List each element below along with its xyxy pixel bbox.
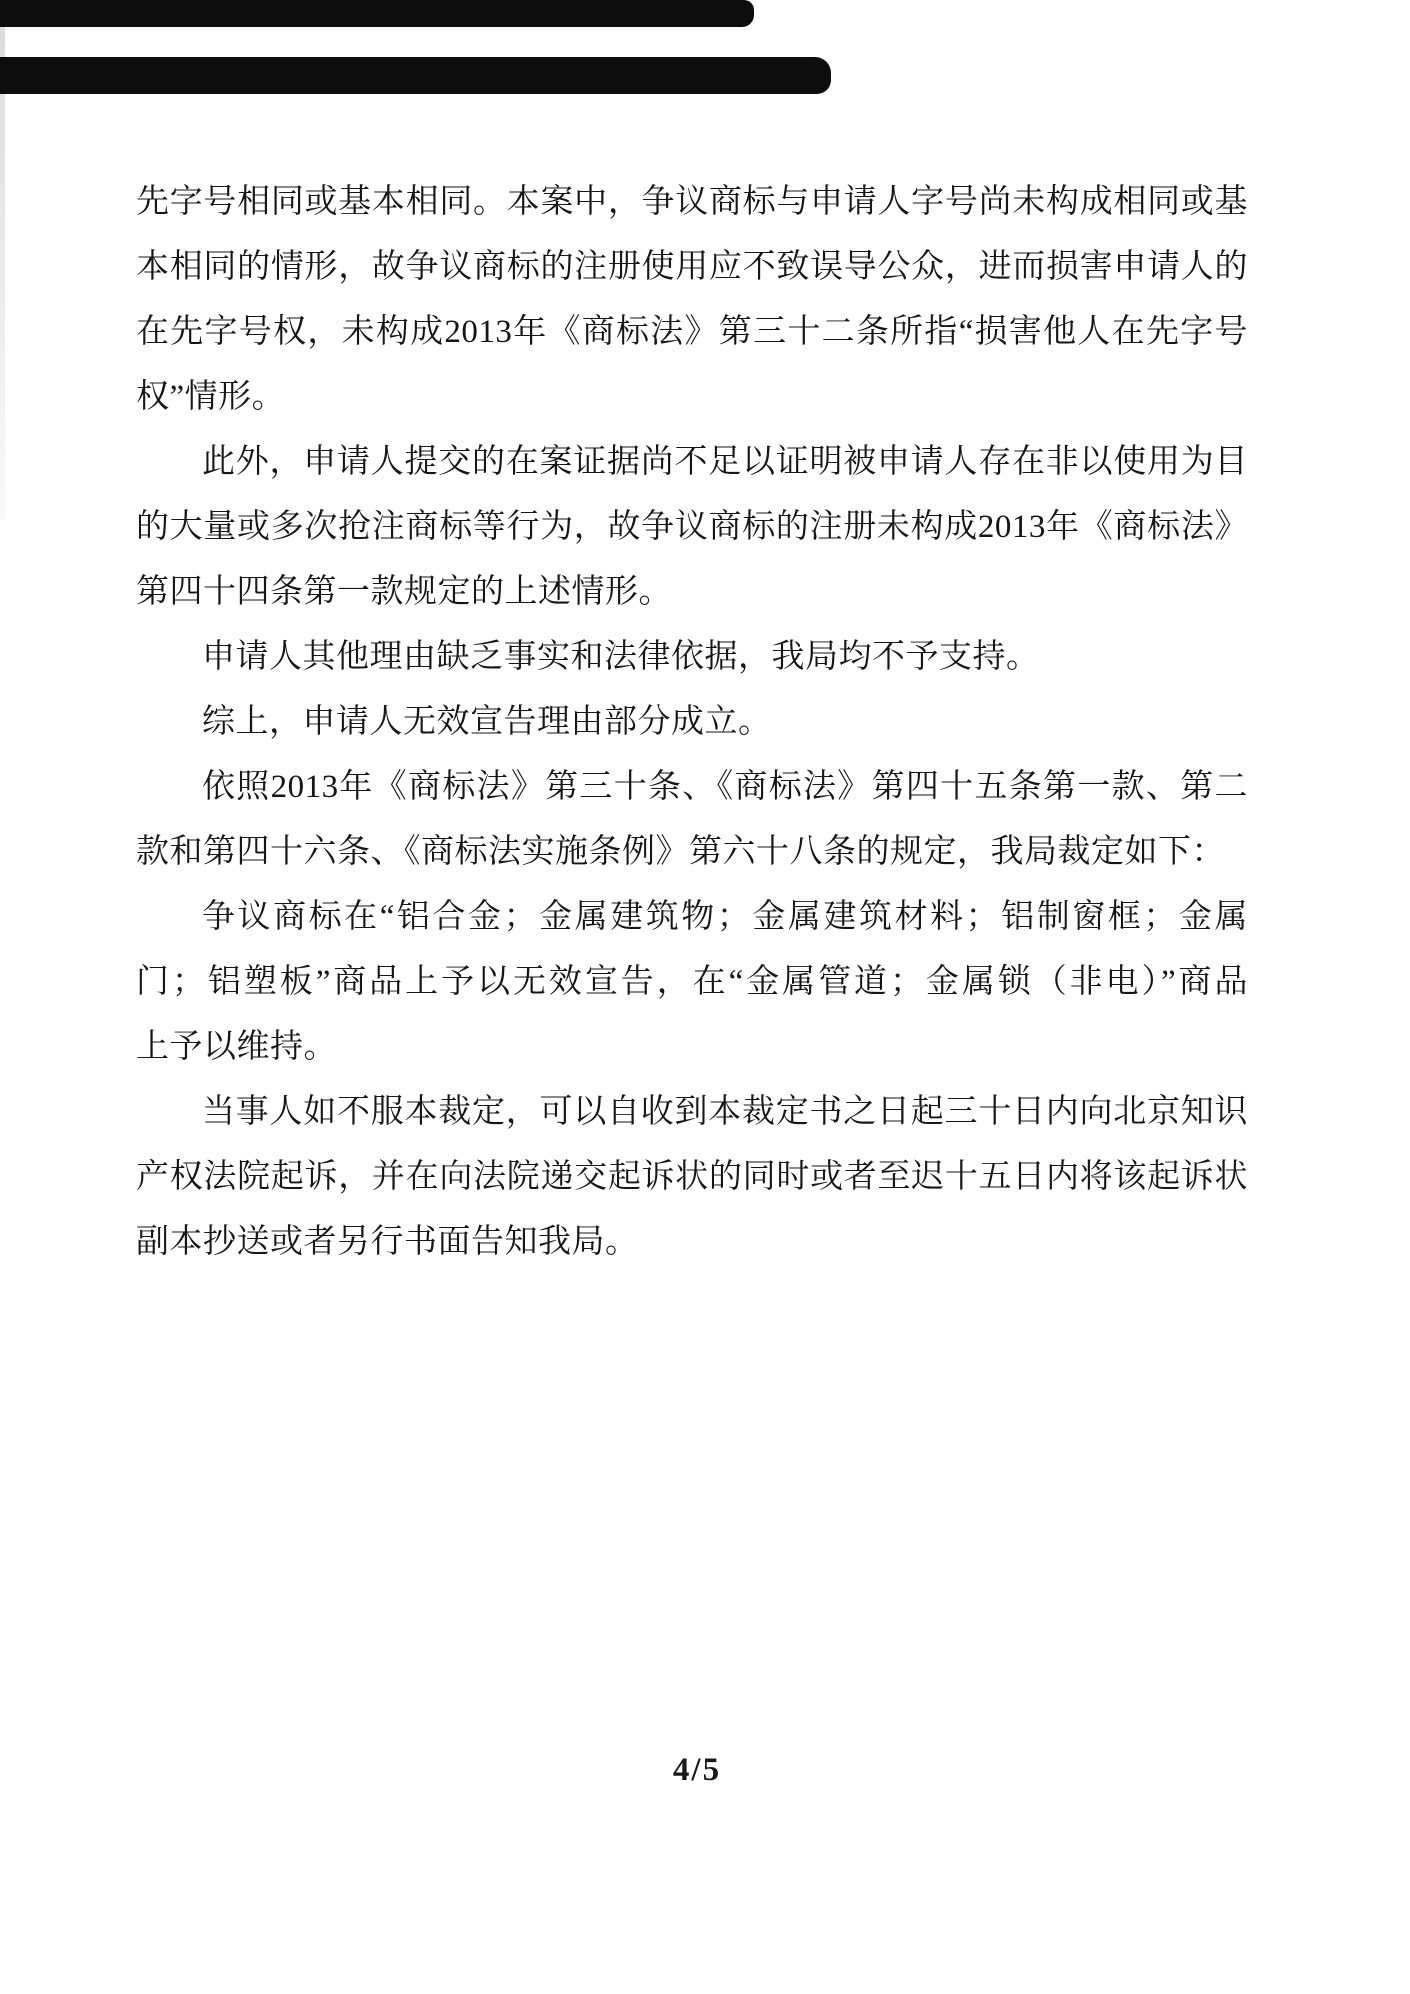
text-line: 争议商标在“铝合金；金属建筑物；金属建筑材料；铝制窗框；金属 (202, 899, 1248, 935)
text-line: 本相同的情形，故争议商标的注册使用应不致误导公众，进而损害申请人的 (136, 249, 1248, 285)
text-line: 综上，申请人无效宣告理由部分成立。 (202, 704, 772, 740)
scan-artifact-second-bar (0, 57, 831, 94)
text-line: 副本抄送或者另行书面告知我局。 (136, 1224, 639, 1260)
text-line: 当事人如不服本裁定，可以自收到本裁定书之日起三十日内向北京知识 (202, 1094, 1248, 1130)
scan-artifact-top-bar (0, 0, 754, 27)
page-number: 4/5 (672, 1752, 722, 1788)
text-line: 在先字号权，未构成2013年《商标法》第三十二条所指“损害他人在先字号 (136, 314, 1248, 350)
text-line: 款和第四十六条、《商标法实施条例》第六十八条的规定，我局裁定如下： (136, 834, 1225, 870)
text-line: 先字号相同或基本相同。本案中，争议商标与申请人字号尚未构成相同或基 (136, 184, 1248, 220)
text-line: 上予以维持。 (136, 1029, 337, 1065)
text-line: 此外，申请人提交的在案证据尚不足以证明被申请人存在非以使用为目 (202, 444, 1248, 480)
text-line: 门；铝塑板”商品上予以无效宣告，在“金属管道；金属锁（非电）”商品 (136, 964, 1248, 1000)
text-line: 权”情形。 (136, 379, 286, 415)
document-body (136, 170, 1248, 1275)
text-line: 第四十四条第一款规定的上述情形。 (136, 574, 672, 610)
text-line: 的大量或多次抢注商标等行为，故争议商标的注册未构成2013年《商标法》 (136, 509, 1248, 545)
text-line: 申请人其他理由缺乏事实和法律依据，我局均不予支持。 (202, 639, 1040, 675)
text-line: 依照2013年《商标法》第三十条、《商标法》第四十五条第一款、第二 (202, 769, 1248, 805)
text-line: 产权法院起诉，并在向法院递交起诉状的同时或者至迟十五日内将该起诉状 (136, 1159, 1248, 1195)
